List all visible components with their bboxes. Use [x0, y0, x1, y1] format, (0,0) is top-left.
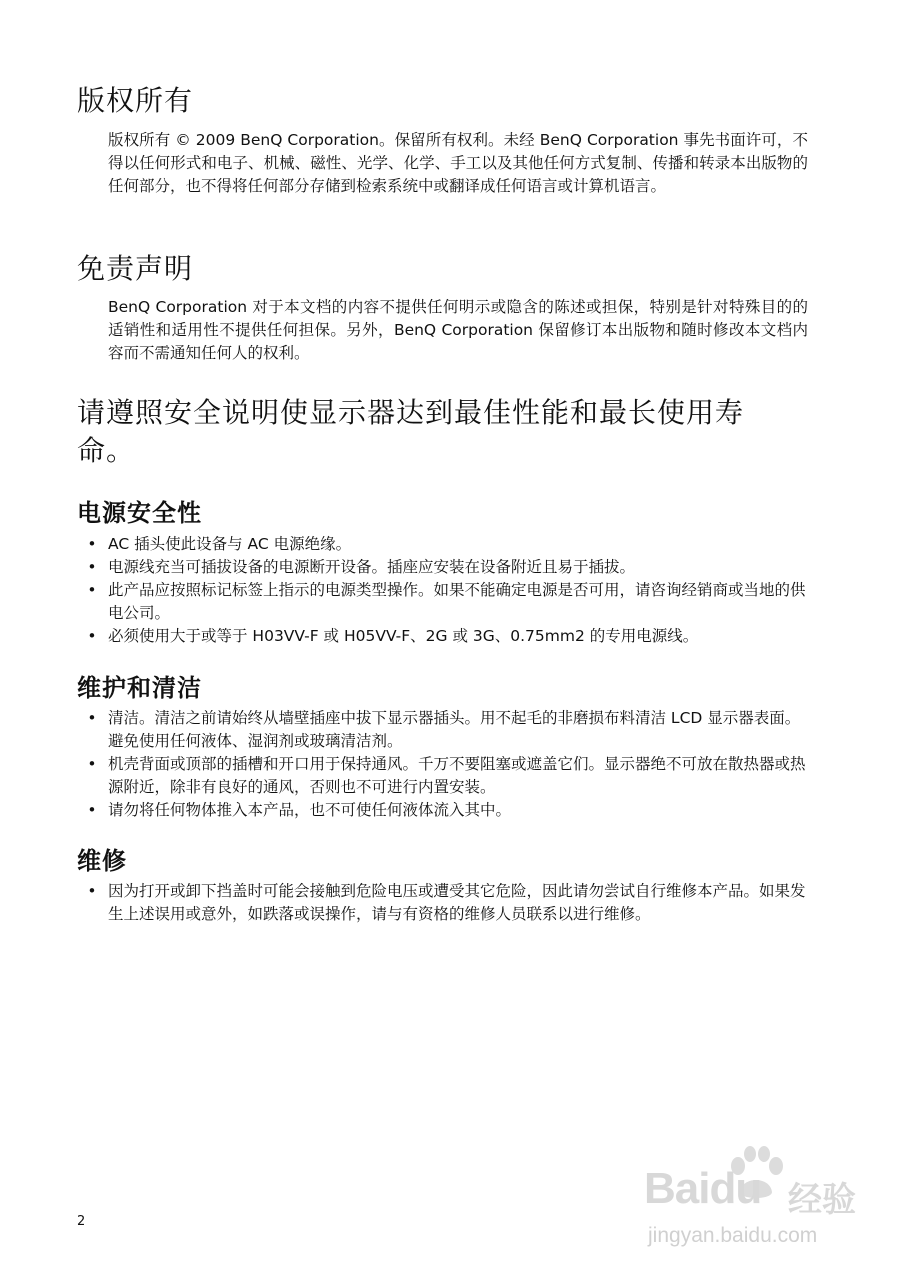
list-item	[86, 799, 808, 822]
bullet-icon: •	[87, 558, 97, 576]
list-item-text: 因为打开或卸下挡盖时可能会接触到危险电压或遭受其它危险，因此请勿尝试自行维修本产品。如果发生上述误用或意外，如跌落或误操作，请与有资格的维修人员联系以进行维修。	[108, 882, 806, 923]
page-number: 2	[77, 1214, 86, 1229]
power-safety-title: 电源安全性	[77, 499, 202, 527]
disclaimer-title: 免责声明	[77, 252, 194, 285]
list-item	[86, 625, 808, 648]
servicing-title: 维修	[77, 847, 127, 875]
watermark	[636, 1142, 886, 1267]
bullet-icon: •	[87, 581, 97, 599]
copyright-body: 版权所有 © 2009 BenQ Corporation。保留所有权利。未经 BenQ Corporation 事先书面许可，不得以任何形式和电子、机械、磁性、光学、化学、手工以及其他任何方式复制、传播和转录本出版物的任何部分，也不得将任何部分存储到检索系统中或翻译成任何语言或计算机语言。	[108, 131, 808, 195]
list-item-text: 清洁。清洁之前请始终从墙壁插座中拔下显示器插头。用不起毛的非磨损布料清洁 LCD 显示器表面。避免使用任何液体、湿润剂或玻璃清洁剂。	[108, 709, 801, 750]
bullet-icon: •	[87, 627, 97, 645]
bullet-icon: •	[87, 755, 97, 773]
list-item-text: 机壳背面或顶部的插槽和开口用于保持通风。千万不要阻塞或遮盖它们。显示器绝不可放在散热器或热源附近，除非有良好的通风，否则也不可进行内置安装。	[108, 755, 806, 796]
bullet-icon: •	[87, 709, 97, 727]
bullet-icon: •	[87, 801, 97, 819]
care-cleaning-list	[86, 707, 808, 822]
copyright-title: 版权所有	[77, 84, 194, 117]
watermark-cn: 经验	[788, 1180, 856, 1220]
watermark-url: jingyan.baidu.com	[648, 1224, 818, 1247]
list-item	[86, 707, 808, 753]
safety-heading: 请遵照安全说明使显示器达到最佳性能和最长使用寿命。	[77, 396, 745, 467]
watermark-logo: Baidu	[644, 1164, 762, 1213]
bullet-icon: •	[87, 882, 97, 900]
list-item-text: 必须使用大于或等于 H03VV-F 或 H05VV-F、2G 或 3G、0.75mm2 的专用电源线。	[108, 627, 699, 645]
list-item	[86, 556, 808, 579]
list-item-text: 请勿将任何物体推入本产品，也不可使任何液体流入其中。	[108, 801, 512, 819]
servicing-list	[86, 880, 808, 926]
list-item	[86, 579, 808, 625]
list-item-text: 此产品应按照标记标签上指示的电源类型操作。如果不能确定电源是否可用，请咨询经销商或当地的供电公司。	[108, 581, 806, 622]
list-item-text: AC 插头使此设备与 AC 电源绝缘。	[108, 535, 352, 553]
care-cleaning-title: 维护和清洁	[77, 674, 202, 702]
disclaimer-body: BenQ Corporation 对于本文档的内容不提供任何明示或隐含的陈述或担保，特别是针对特殊目的的适销性和适用性不提供任何担保。另外，BenQ Corporation 保留修订本出版物和随时修改本文档内容而不需通知任何人的权利。	[108, 298, 808, 362]
bullet-icon: •	[87, 535, 97, 553]
list-item	[86, 880, 808, 926]
power-safety-list	[86, 533, 808, 648]
list-item	[86, 533, 808, 556]
list-item	[86, 753, 808, 799]
list-item-text: 电源线充当可插拔设备的电源断开设备。插座应安装在设备附近且易于插拔。	[108, 558, 636, 576]
